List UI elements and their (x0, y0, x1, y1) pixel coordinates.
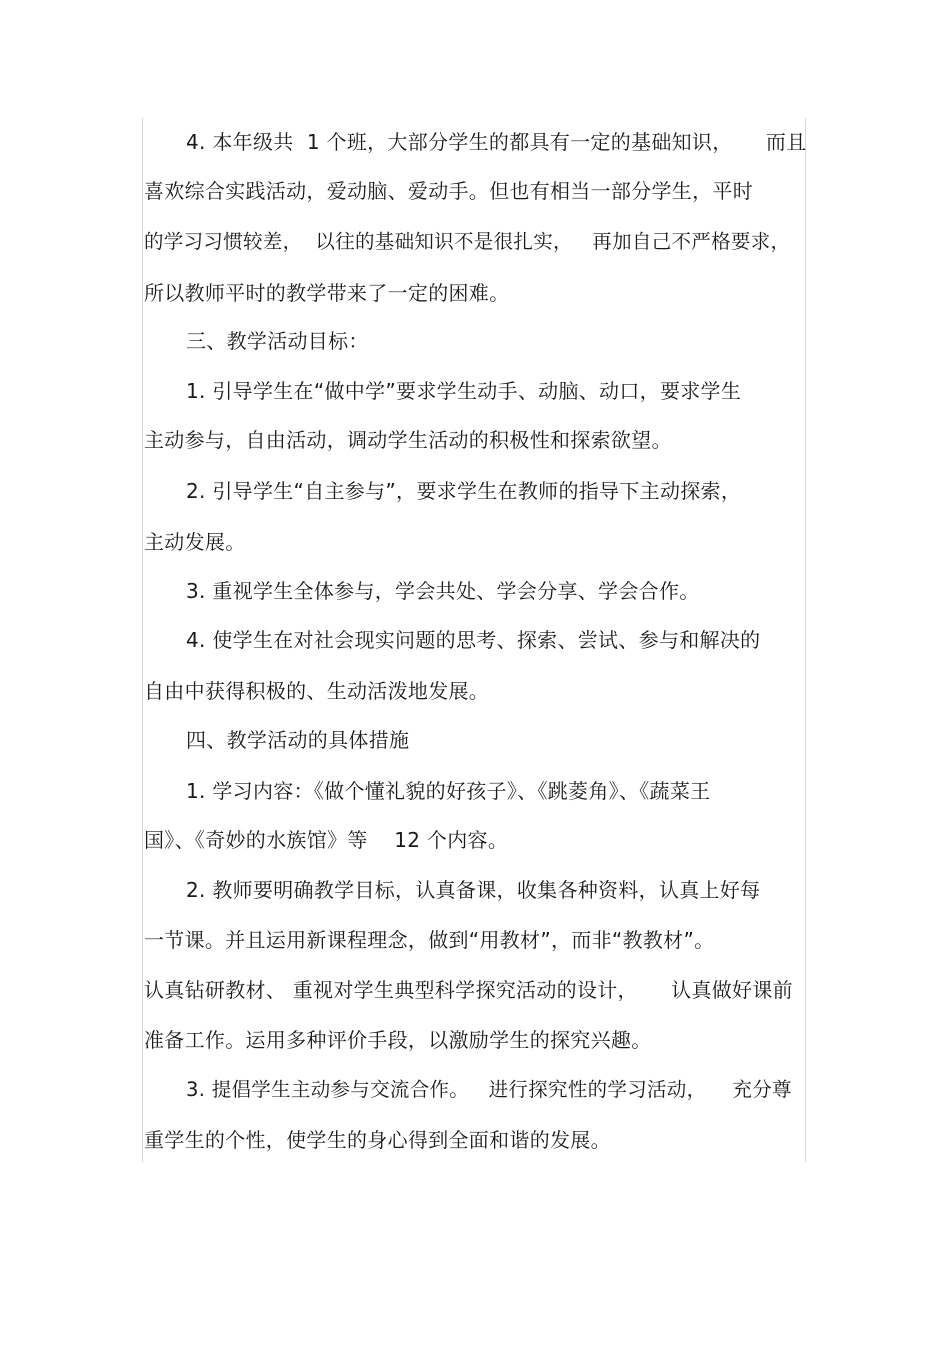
paragraph-line: 准备工作。运用多种评价手段，以激励学生的探究兴趣。 (144, 1028, 652, 1052)
paragraph-line: 认真钻研教材、 重视对学生典型科学探究活动的设计， 认真做好课前 (144, 978, 793, 1002)
paragraph-line: 的学习习惯较差， 以往的基础知识不是很扎实， 再加自己不严格要求， (144, 230, 791, 253)
paragraph-line: 1. 引导学生在“做中学”要求学生动手、动脑、动口，要求学生 (186, 379, 742, 403)
paragraph-line: 4. 使学生在对社会现实问题的思考、探索、尝试、参与和解决的 (186, 628, 761, 652)
paragraph-line: 所以教师平时的教学带来了一定的困难。 (144, 281, 510, 305)
paragraph-line: 主动发展。 (144, 530, 246, 554)
paragraph-line: 1. 学习内容：《做个懂礼貌的好孩子》、《跳菱角》、《蔬菜王 (186, 779, 711, 803)
paragraph-line: 国》、《奇妙的水族馆》等 12 个内容。 (144, 828, 509, 852)
paragraph-line: 重学生的个性，使学生的身心得到全面和谐的发展。 (144, 1128, 611, 1152)
paragraph-line: 2. 引导学生“自主参与”，要求学生在教师的指导下主动探索， (186, 479, 742, 503)
paragraph-line: 主动参与，自由活动，调动学生活动的积极性和探索欲望。 (144, 428, 672, 452)
paragraph-line: 一节课。并且运用新课程理念，做到“用教材”，而非“教教材”。 (144, 928, 715, 952)
section-heading: 四、教学活动的具体措施 (186, 728, 410, 752)
paragraph-line: 3. 提倡学生主动参与交流合作。 进行探究性的学习活动， 充分尊 (186, 1078, 792, 1101)
section-heading: 三、教学活动目标： (186, 329, 369, 353)
paragraph-line: 2. 教师要明确教学目标，认真备课，收集各种资料，认真上好每 (186, 878, 761, 902)
paragraph-line: 喜欢综合实践活动，爱动脑、爱动手。但也有相当一部分学生，平时 (144, 179, 753, 203)
paragraph-line: 4. 本年级共 1 个班，大部分学生的都具有一定的基础知识， 而且 (186, 130, 807, 154)
paragraph-line: 3. 重视学生全体参与，学会共处、学会分享、学会合作。 (186, 579, 700, 603)
paragraph-line: 自由中获得积极的、生动活泼地发展。 (144, 679, 490, 703)
